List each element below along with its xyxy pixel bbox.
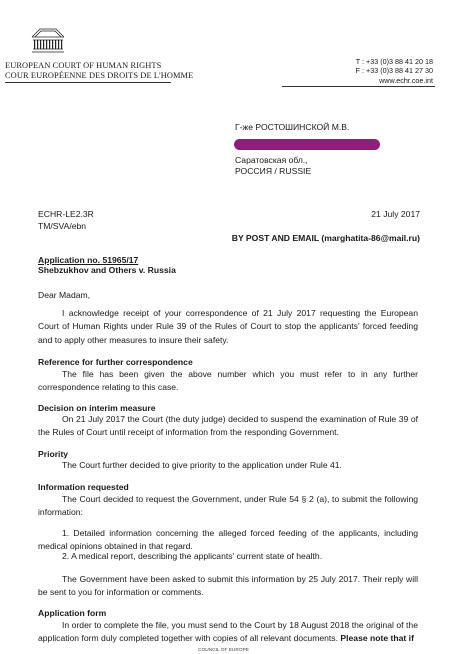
redaction-mark [234,139,380,150]
deadline-text: The Government have been asked to submit this information by 25 July 2017. Their reply will be sent to you for information or comments. [38,574,418,598]
echr-building-logo [31,27,65,53]
delivery-method: BY POST AND EMAIL (marghatita-86@mail.ru) [231,233,420,243]
intro-paragraph: I acknowledge receipt of your correspondence of 21 July 2017 requesting the European Court of Human Rights under Rule 39 of the Rules of Court to stop the applicants' forced feeding and to apply other measures to insure their safety. [38,308,418,345]
info-text: The Court decided to request the Government, under Rule 54 § 2 (a), to submit the following information: [38,494,418,518]
recipient-country: РОССИЯ / RUSSIE [235,166,312,176]
info-item-1: 1. Detailed information concerning the alleged forced feeding of the applicants, including medical opinions obtained in that regard. [38,528,418,552]
letter-date: 21 July 2017 [371,209,420,219]
recipient-name: Г-же РОСТОШИНСКОЙ М.В. [235,122,350,132]
header-rule-right [282,86,435,87]
interim-heading: Decision on interim measure [38,403,156,413]
interim-text: On 21 July 2017 the Court (the duty judge) decided to suspend the examination of Rule 39 of the Rules of Court until receipt of information from the responding Government. [38,414,418,438]
reference-code: ECHR-LE2.3R [38,209,94,219]
fax-number: F : +33 (0)3 88 41 27 30 [355,66,433,75]
info-item-2: 2. A medical report, describing the applicants' current state of health. [62,551,323,561]
phone-number: T : +33 (0)3 88 41 20 18 [355,57,433,66]
form-heading: Application form [38,608,107,618]
recipient-region: Саратовская обл., [235,155,308,165]
footer-council: COUNCIL OF EUROPE [198,648,249,653]
priority-text: The Court further decided to give priority to the application under Rule 41. [62,460,342,470]
header-rule-left [5,82,171,83]
form-note: Please note that if [340,633,414,644]
case-title: Shebzukhov and Others v. Russia [38,265,176,275]
reference-initials: TM/SVA/ebn [38,221,87,231]
reference-heading: Reference for further correspondence [38,357,193,367]
court-name-french: COUR EUROPÉENNE DES DROITS DE L'HOMME [5,71,194,80]
website: www.echr.coe.int [379,76,433,85]
info-heading: Information requested [38,482,129,492]
application-number: Application no. 51965/17 [38,255,139,265]
reference-text: The file has been given the above number which you must refer to in any further correspondence relating to this case. [38,369,418,393]
priority-heading: Priority [38,449,69,459]
salutation: Dear Madam, [38,290,91,300]
court-name-english: EUROPEAN COURT OF HUMAN RIGHTS [5,61,162,70]
form-text: In order to complete the file, you must send to the Court by 18 August 2018 the original of the application form duly completed together with copies of all relevant documents. Please note that if [38,620,418,644]
